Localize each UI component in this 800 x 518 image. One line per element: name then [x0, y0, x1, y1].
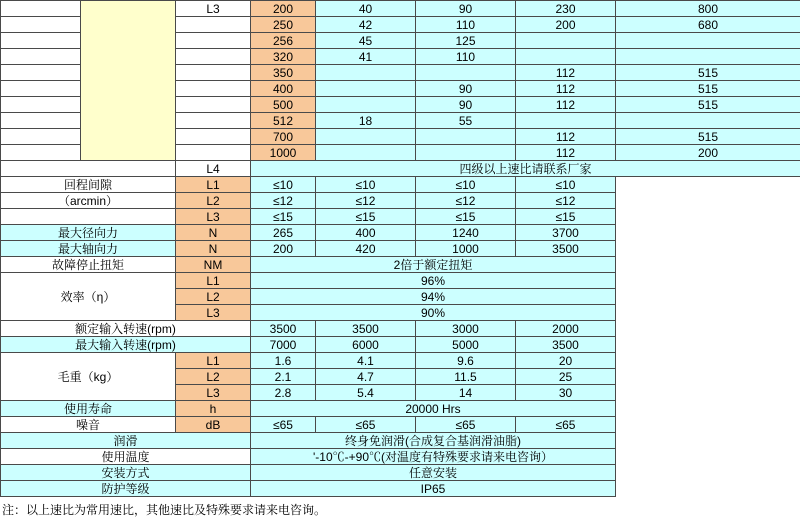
stage-label — [176, 33, 251, 49]
lubrication-value: 终身免润滑(合成复合基润滑油脂) — [251, 433, 616, 449]
table-row-noise — [1, 417, 800, 433]
unit-label: h — [176, 401, 251, 417]
l4-note: 四级以上速比请联系厂家 — [251, 161, 800, 177]
table-row-rated-input-speed — [1, 321, 800, 337]
value-col2: ≤65 — [316, 417, 416, 433]
value-col2: 4.1 — [316, 353, 416, 369]
mounting-value: 任意安装 — [251, 465, 616, 481]
value-col2: 90 — [416, 97, 516, 113]
value-col2: 420 — [316, 241, 416, 257]
empty-cell — [1, 65, 81, 81]
protection-value: IP65 — [251, 481, 616, 497]
value-col4: 30 — [516, 385, 616, 401]
efficiency-value: 90% — [251, 305, 616, 321]
ratio-value: 256 — [251, 33, 316, 49]
value-col4: ≤65 — [516, 417, 616, 433]
unit-label: dB — [176, 417, 251, 433]
value-col4: 20 — [516, 353, 616, 369]
value-col1: 200 — [251, 241, 316, 257]
stage-label — [176, 113, 251, 129]
weight-label: 毛重（kg） — [1, 353, 176, 401]
rated-input-speed-label: 额定输入转速(rpm) — [1, 321, 251, 337]
value-col3 — [516, 49, 616, 65]
value-col3: 112 — [516, 129, 616, 145]
empty-cell — [1, 209, 176, 225]
value-col3: 112 — [516, 81, 616, 97]
backlash-unit-label: （arcmin） — [1, 193, 176, 209]
efficiency-value: 94% — [251, 289, 616, 305]
value-col1: 2.8 — [251, 385, 316, 401]
value-col3: 200 — [516, 17, 616, 33]
value-col3 — [516, 33, 616, 49]
value-col4: 3700 — [516, 225, 616, 241]
axial-force-label: 最大轴向力 — [1, 241, 176, 257]
value-col2: 55 — [416, 113, 516, 129]
value-col2: 110 — [416, 17, 516, 33]
value-col3: 1240 — [416, 225, 516, 241]
empty-cell — [1, 161, 176, 177]
noise-label: 噪音 — [1, 417, 176, 433]
value-col4: 200 — [616, 145, 800, 161]
value-col1: ≤15 — [251, 209, 316, 225]
table-row-weight-l1 — [1, 353, 800, 369]
temperature-label: 使用温度 — [1, 449, 251, 465]
ratio-value: 400 — [251, 81, 316, 97]
table-row-axial-force — [1, 241, 800, 257]
stage-label — [176, 49, 251, 65]
value-col4: 3500 — [516, 337, 616, 353]
value-col2: 125 — [416, 33, 516, 49]
empty-cell — [1, 129, 81, 145]
value-col1: 40 — [316, 1, 416, 17]
ratio-value: 700 — [251, 129, 316, 145]
lifetime-value: 20000 Hrs — [251, 401, 616, 417]
value-col2: 6000 — [316, 337, 416, 353]
value-col3: ≤10 — [416, 177, 516, 193]
value-col1: 3500 — [251, 321, 316, 337]
efficiency-label: 效率（η） — [1, 273, 176, 321]
value-col2: 90 — [416, 81, 516, 97]
ratio-value: 512 — [251, 113, 316, 129]
ratio-value: 500 — [251, 97, 316, 113]
value-col1 — [316, 145, 416, 161]
value-col2: 4.7 — [316, 369, 416, 385]
ratio-value: 250 — [251, 17, 316, 33]
value-col2: 3500 — [316, 321, 416, 337]
value-col4 — [616, 49, 800, 65]
value-col1: 45 — [316, 33, 416, 49]
stage-label: L1 — [176, 353, 251, 369]
value-col2: ≤15 — [316, 209, 416, 225]
lifetime-label: 使用寿命 — [1, 401, 176, 417]
empty-cell — [1, 1, 81, 17]
value-col3: 112 — [516, 97, 616, 113]
mounting-label: 安装方式 — [1, 465, 251, 481]
value-col4 — [616, 113, 800, 129]
lubrication-label: 润滑 — [1, 433, 251, 449]
efficiency-value: 96% — [251, 273, 616, 289]
unit-label: N — [176, 241, 251, 257]
stage-label-l4: L4 — [176, 161, 251, 177]
ratio-value: 320 — [251, 49, 316, 65]
table-row-lifetime — [1, 401, 800, 417]
stage-label: L3 — [176, 1, 251, 17]
table-row — [1, 1, 800, 17]
max-input-speed-label: 最大输入转速(rpm) — [1, 337, 251, 353]
value-col3: 3000 — [416, 321, 516, 337]
value-col4: 680 — [616, 17, 800, 33]
stage-label: L2 — [176, 369, 251, 385]
value-col1 — [316, 81, 416, 97]
ratio-value: 350 — [251, 65, 316, 81]
value-col4: 515 — [616, 129, 800, 145]
protection-label: 防护等级 — [1, 481, 251, 497]
stop-torque-note: 2倍于额定扭矩 — [251, 257, 616, 273]
stage-label — [176, 145, 251, 161]
value-col1: ≤65 — [251, 417, 316, 433]
stage-label: L3 — [176, 385, 251, 401]
value-col3: ≤15 — [416, 209, 516, 225]
table-row-mounting — [1, 465, 800, 481]
stage-label — [176, 81, 251, 97]
value-col2 — [416, 145, 516, 161]
empty-cell — [1, 17, 81, 33]
value-col1: 2.1 — [251, 369, 316, 385]
value-col4: ≤15 — [516, 209, 616, 225]
value-col1: 265 — [251, 225, 316, 241]
table-row-l4 — [1, 161, 800, 177]
stage-label: L1 — [176, 273, 251, 289]
value-col1: 1.6 — [251, 353, 316, 369]
table-row-backlash-l3 — [1, 209, 800, 225]
value-col3: 1000 — [416, 241, 516, 257]
image-placeholder-cell — [81, 1, 176, 161]
value-col1: 7000 — [251, 337, 316, 353]
table-row-backlash-l1 — [1, 177, 800, 193]
value-col3: 230 — [516, 1, 616, 17]
ratio-value: 1000 — [251, 145, 316, 161]
empty-cell — [1, 33, 81, 49]
stage-label — [176, 97, 251, 113]
value-col3: ≤65 — [416, 417, 516, 433]
value-col4: 2000 — [516, 321, 616, 337]
value-col2: 90 — [416, 1, 516, 17]
value-col1: 42 — [316, 17, 416, 33]
value-col2 — [416, 65, 516, 81]
table-row-stop-torque — [1, 257, 800, 273]
stage-label: L3 — [176, 305, 251, 321]
value-col3: 11.5 — [416, 369, 516, 385]
value-col2: 110 — [416, 49, 516, 65]
value-col2: ≤12 — [316, 193, 416, 209]
value-col4: 800 — [616, 1, 800, 17]
value-col2 — [416, 129, 516, 145]
temperature-value: '-10℃-+90℃(对温度有特殊要求请来电咨询） — [251, 449, 616, 465]
value-col3: 112 — [516, 65, 616, 81]
stage-label: L2 — [176, 289, 251, 305]
stage-label: L1 — [176, 177, 251, 193]
empty-cell — [1, 113, 81, 129]
table-row-radial-force — [1, 225, 800, 241]
value-col3: 5000 — [416, 337, 516, 353]
value-col1 — [316, 65, 416, 81]
footnote-text: 注：以上速比为常用速比，其他速比及特殊要求请来电咨询。 — [0, 497, 800, 518]
unit-label: NM — [176, 257, 251, 273]
value-col1: 18 — [316, 113, 416, 129]
value-col4: ≤10 — [516, 177, 616, 193]
stage-label: L3 — [176, 209, 251, 225]
value-col1 — [316, 129, 416, 145]
value-col3: 14 — [416, 385, 516, 401]
table-row-efficiency-l1 — [1, 273, 800, 289]
empty-cell — [1, 145, 81, 161]
value-col4: 3500 — [516, 241, 616, 257]
empty-cell — [1, 49, 81, 65]
value-col1: ≤12 — [251, 193, 316, 209]
value-col4: 515 — [616, 65, 800, 81]
stage-label — [176, 17, 251, 33]
value-col4: 515 — [616, 81, 800, 97]
stage-label — [176, 65, 251, 81]
empty-cell — [1, 81, 81, 97]
value-col1: 41 — [316, 49, 416, 65]
value-col3 — [516, 113, 616, 129]
value-col2: 400 — [316, 225, 416, 241]
ratio-value: 200 — [251, 1, 316, 17]
stop-torque-label: 故障停止扭矩 — [1, 257, 176, 273]
value-col1 — [316, 97, 416, 113]
stage-label: L2 — [176, 193, 251, 209]
table-row-temperature — [1, 449, 800, 465]
table-row-backlash-l2 — [1, 193, 800, 209]
radial-force-label: 最大径向力 — [1, 225, 176, 241]
value-col3: ≤12 — [416, 193, 516, 209]
value-col3: 9.6 — [416, 353, 516, 369]
table-row-lubrication — [1, 433, 800, 449]
value-col3: 112 — [516, 145, 616, 161]
value-col2: 5.4 — [316, 385, 416, 401]
value-col2: ≤10 — [316, 177, 416, 193]
value-col4 — [616, 33, 800, 49]
value-col1: ≤10 — [251, 177, 316, 193]
value-col4: ≤12 — [516, 193, 616, 209]
backlash-label: 回程间隙 — [1, 177, 176, 193]
table-row-max-input-speed — [1, 337, 800, 353]
stage-label — [176, 129, 251, 145]
value-col4: 515 — [616, 97, 800, 113]
empty-cell — [1, 97, 81, 113]
value-col4: 25 — [516, 369, 616, 385]
unit-label: N — [176, 225, 251, 241]
